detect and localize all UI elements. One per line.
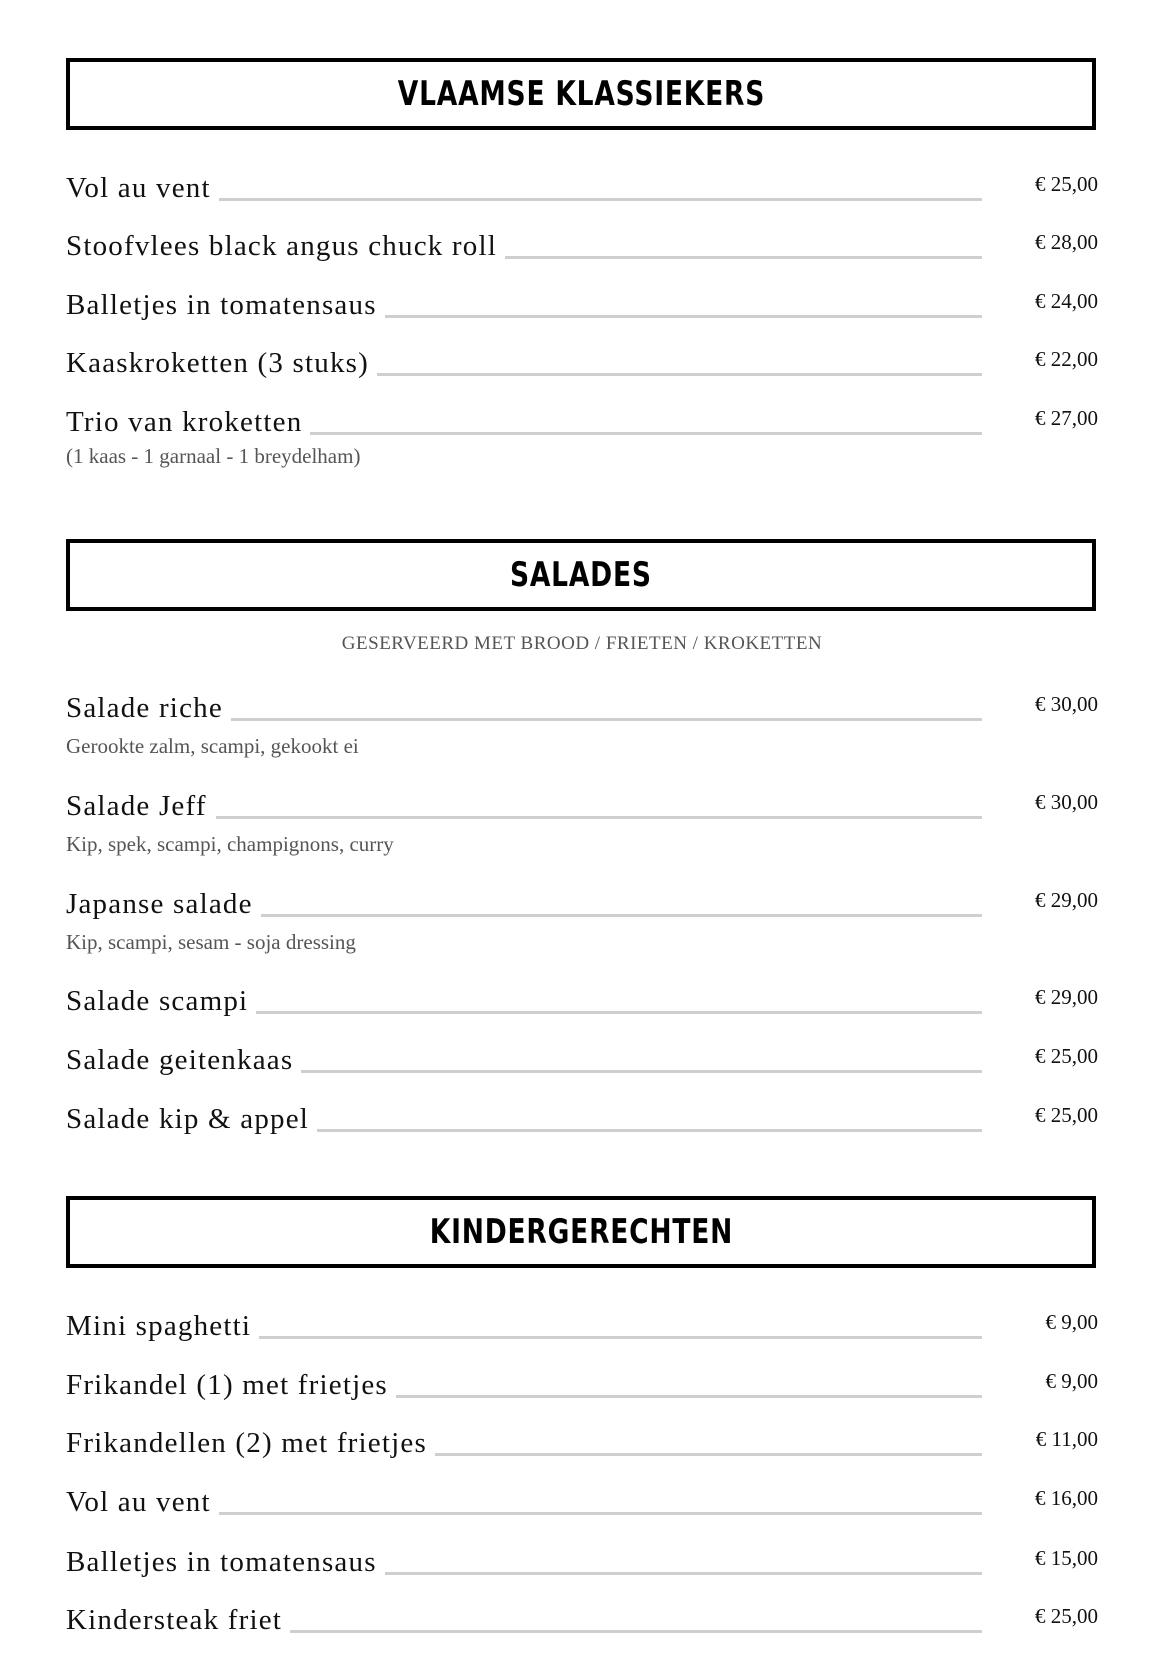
item-price: € 15,00 <box>1035 1546 1098 1570</box>
item-price: € 27,00 <box>1035 406 1098 430</box>
item-name: Vol au vent <box>66 172 219 205</box>
section-subtitle: GESERVEERD MET BROOD / FRIETEN / KROKETTEN <box>341 633 823 654</box>
menu-item <box>66 289 1098 329</box>
leader-line <box>216 1011 982 1014</box>
item-name: Trio van kroketten <box>66 406 310 439</box>
item-price: € 9,00 <box>1045 1369 1098 1393</box>
leader-line <box>216 432 982 435</box>
item-description: (1 kaas - 1 garnaal - 1 breydelham) <box>66 444 361 468</box>
section-title: VLAAMSE KLASSIEKERS <box>397 74 765 114</box>
menu-item <box>66 1310 1098 1350</box>
item-name: Balletjes in tomatensaus <box>66 289 385 322</box>
item-price: € 11,00 <box>1035 1427 1098 1451</box>
leader-line <box>216 914 982 917</box>
item-price: € 25,00 <box>1035 172 1098 196</box>
item-price: € 25,00 <box>1035 1103 1098 1127</box>
menu-item <box>66 1604 1098 1644</box>
section-title: KINDERGERECHTEN <box>429 1212 733 1252</box>
item-name: Japanse salade <box>66 888 261 921</box>
item-description: Gerookte zalm, scampi, gekookt ei <box>66 734 359 758</box>
menu-item <box>66 172 1098 212</box>
leader-line <box>216 1070 982 1073</box>
item-price: € 30,00 <box>1035 692 1098 716</box>
item-price: € 30,00 <box>1035 790 1098 814</box>
leader-line <box>216 1630 982 1633</box>
item-price: € 29,00 <box>1035 985 1098 1009</box>
menu-item <box>66 1044 1098 1084</box>
menu-item <box>66 790 1098 856</box>
menu-item <box>66 1369 1098 1409</box>
menu-item <box>66 406 1098 468</box>
leader-line <box>216 718 982 721</box>
menu-item <box>66 1546 1098 1586</box>
item-name: Stoofvlees black angus chuck roll <box>66 230 505 263</box>
item-name: Kindersteak friet <box>66 1604 290 1637</box>
item-price: € 25,00 <box>1035 1044 1098 1068</box>
item-name: Salade scampi <box>66 985 256 1018</box>
menu-item <box>66 1103 1098 1143</box>
leader-line <box>216 1129 982 1132</box>
item-name: Mini spaghetti <box>66 1310 259 1343</box>
section-header-vlaamse-klassiekers <box>66 58 1096 130</box>
menu-item <box>66 347 1098 387</box>
item-price: € 24,00 <box>1035 289 1098 313</box>
menu-item <box>66 230 1098 270</box>
item-price: € 28,00 <box>1035 230 1098 254</box>
leader-line <box>216 816 982 819</box>
item-price: € 29,00 <box>1035 888 1098 912</box>
item-name: Salade geitenkaas <box>66 1044 301 1077</box>
item-price: € 16,00 <box>1035 1486 1098 1510</box>
section-header-kindergerechten <box>66 1196 1096 1268</box>
section-title: SALADES <box>510 555 652 595</box>
leader-line <box>216 1512 982 1515</box>
menu-item <box>66 1486 1098 1526</box>
menu-item <box>66 1427 1098 1467</box>
leader-line <box>216 1336 982 1339</box>
item-price: € 25,00 <box>1035 1604 1098 1628</box>
menu-item <box>66 692 1098 758</box>
section-header-salades <box>66 539 1096 611</box>
item-name: Kaaskroketten (3 stuks) <box>66 347 377 380</box>
item-name: Frikandel (1) met frietjes <box>66 1369 396 1402</box>
item-price: € 9,00 <box>1045 1310 1098 1334</box>
menu-item <box>66 985 1098 1025</box>
leader-line <box>216 198 982 201</box>
item-name: Salade riche <box>66 692 231 725</box>
item-description: Kip, scampi, sesam - soja dressing <box>66 930 356 954</box>
item-name: Salade kip & appel <box>66 1103 317 1136</box>
item-name: Balletjes in tomatensaus <box>66 1546 385 1579</box>
menu-item <box>66 888 1098 954</box>
item-name: Frikandellen (2) met frietjes <box>66 1427 435 1460</box>
item-name: Vol au vent <box>66 1486 219 1519</box>
item-name: Salade Jeff <box>66 790 215 823</box>
item-price: € 22,00 <box>1035 347 1098 371</box>
item-description: Kip, spek, scampi, champignons, curry <box>66 832 394 856</box>
